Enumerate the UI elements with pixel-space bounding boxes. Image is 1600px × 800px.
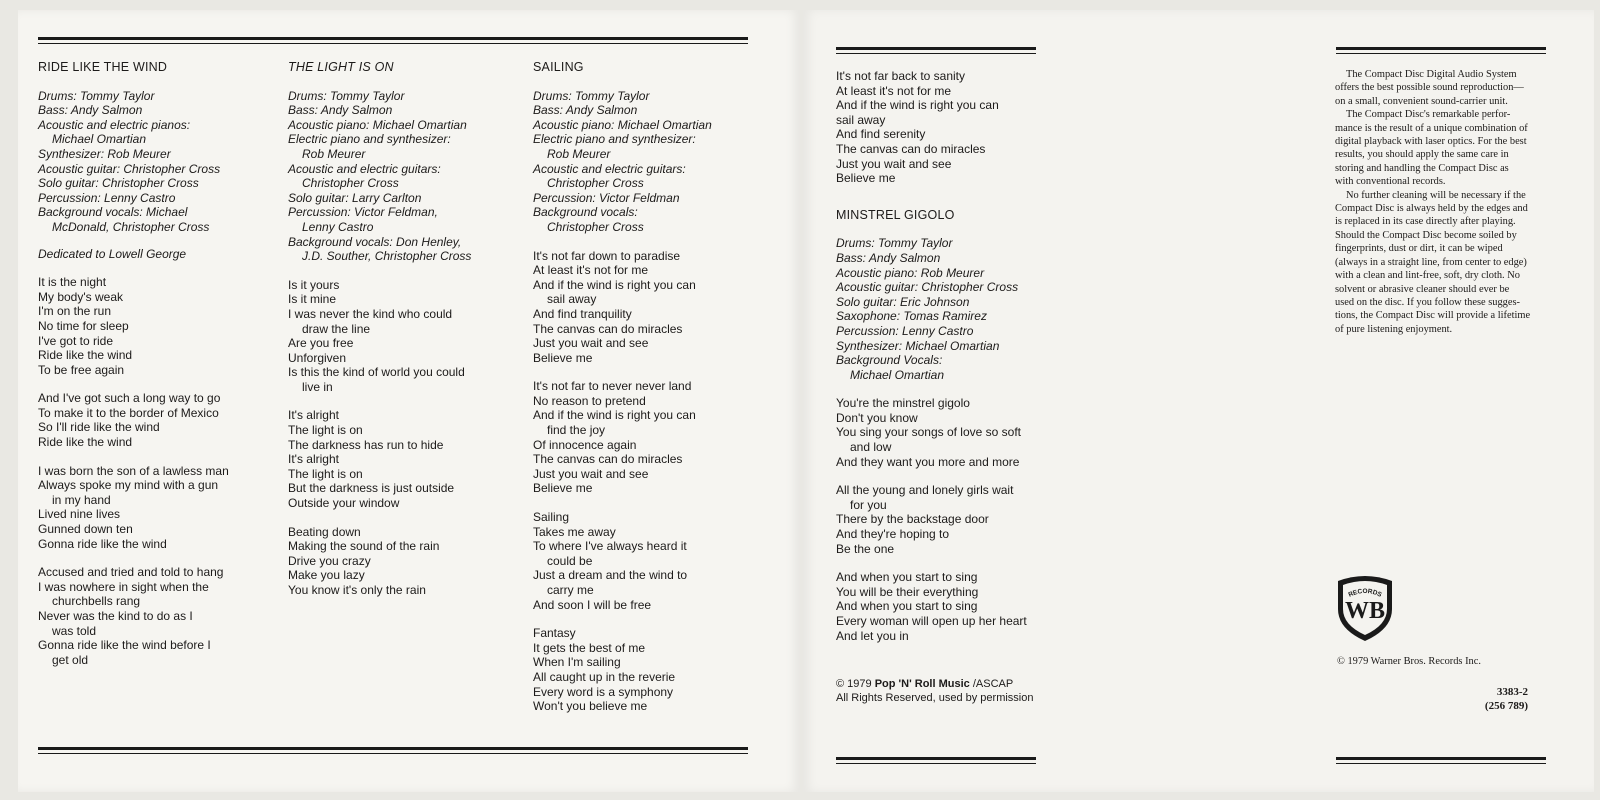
lyric-line: And soon I will be free — [533, 597, 652, 612]
lyric-line: So I'll ride like the wind — [38, 420, 160, 435]
lyric-line: Beating down — [288, 524, 361, 539]
lyric-line: Is it mine — [288, 292, 337, 307]
lyric-line: At least it's not for me — [533, 263, 649, 278]
lyric-line: Be the one — [836, 541, 895, 556]
care-paragraph — [1335, 189, 1530, 336]
rights-line: All Rights Reserved, used by permission — [836, 692, 1034, 704]
lyric-line: Of innocence again — [533, 437, 637, 452]
lyric-line: And they want you more and more — [836, 454, 1020, 469]
care-line: offers the best possible sound reproduction— — [1335, 82, 1524, 94]
song-ride-like-the-wind — [38, 60, 229, 667]
warner-records-logo — [1334, 573, 1396, 648]
song-sailing — [533, 60, 712, 714]
lyric-line: Are you free — [288, 336, 354, 351]
lyric-line: It's not far down to paradise — [533, 248, 681, 263]
lyric-line: sail away — [547, 292, 597, 307]
lyric-line: No reason to pretend — [533, 393, 646, 408]
lyric-stanza — [38, 275, 229, 377]
credit-line: Acoustic guitar: Christopher Cross — [38, 161, 221, 176]
care-line: Compact Disc is always held by the edges and — [1335, 203, 1528, 215]
lyric-line: churchbells rang — [52, 594, 141, 609]
lyric-line: find the joy — [547, 423, 606, 438]
credits — [533, 89, 712, 235]
sailing-continued-stanza — [836, 69, 1027, 186]
credit-line: Acoustic and electric guitars: — [533, 161, 686, 176]
lyric-line: and low — [850, 440, 892, 455]
lyric-line: Ride like the wind — [38, 348, 133, 363]
lyric-stanza — [38, 565, 229, 667]
care-line: The Compact Disc's remarkable perfor- — [1346, 109, 1511, 121]
lyric-line: The darkness has run to hide — [288, 437, 444, 452]
lyric-line: But the darkness is just outside — [288, 481, 455, 496]
lyric-line: sail away — [836, 112, 886, 127]
song-title: SAILING — [533, 60, 584, 74]
lyric-line: Is it yours — [288, 277, 340, 292]
lyric-line: You sing your songs of love so soft — [836, 425, 1022, 440]
credit-line: Background vocals: Michael — [38, 205, 188, 220]
lyric-line: Outside your window — [288, 496, 400, 511]
lyric-line: It's not far to never never land — [533, 379, 692, 394]
lyric-line: And when you start to sing — [836, 570, 978, 585]
song-the-light-is-on — [288, 60, 471, 598]
top-rule-left — [836, 47, 1036, 50]
credit-line: Bass: Andy Salmon — [288, 103, 393, 118]
credit-line: Acoustic and electric guitars: — [288, 161, 441, 176]
lyric-line: All the young and lonely girls wait — [836, 483, 1014, 498]
care-line: with a clean and lint-free, soft, dry cloth. No — [1335, 270, 1520, 282]
lyrics — [288, 278, 471, 598]
care-line: The Compact Disc Digital Audio System — [1346, 69, 1517, 80]
lyric-line: live in — [302, 379, 333, 394]
label-copyright: © 1979 Warner Bros. Records Inc. — [1337, 656, 1481, 667]
lyric-line: Is this the kind of world you could — [288, 365, 465, 380]
lyric-line: The light is on — [288, 466, 363, 481]
song-minstrel-gigolo-column — [836, 69, 1027, 643]
care-line: of pure listening enjoyment. — [1335, 323, 1453, 335]
care-line: Should the Compact Disc become soiled by — [1335, 229, 1517, 241]
credit-line: Acoustic piano: Rob Meurer — [836, 265, 985, 280]
credit-line: Percussion: Lenny Castro — [836, 323, 974, 338]
care-line: solvent or abrasive cleaner should ever be — [1335, 283, 1510, 295]
song-title: MINSTREL GIGOLO — [836, 207, 955, 222]
right-booklet-page — [803, 10, 1594, 792]
credit-line: McDonald, Christopher Cross — [52, 219, 210, 234]
credit-line: Solo guitar: Christopher Cross — [38, 176, 199, 191]
lyric-stanza — [533, 249, 712, 366]
lyric-line: And I've got such a long way to go — [38, 391, 221, 406]
lyric-stanza — [288, 408, 471, 510]
care-line: with conventional records. — [1335, 176, 1446, 188]
credit-line: Percussion: Lenny Castro — [38, 190, 176, 205]
credit-line: Lenny Castro — [302, 219, 374, 234]
lyric-line: I was nowhere in sight when the — [38, 579, 209, 594]
lyric-line: Drive you crazy — [288, 553, 371, 568]
credit-line: Solo guitar: Larry Carlton — [288, 190, 422, 205]
credits — [38, 89, 229, 235]
lyrics — [836, 396, 1027, 643]
care-paragraph — [1335, 68, 1530, 108]
lyric-line: Every woman will open up her heart — [836, 614, 1027, 628]
dedication: Dedicated to Lowell George — [38, 246, 187, 261]
lyrics — [38, 275, 229, 667]
lyric-line: Lived nine lives — [38, 507, 121, 522]
lyric-line: Gonna ride like the wind before I — [38, 638, 211, 653]
lyric-line: Don't you know — [836, 410, 918, 425]
copyright-publisher: Pop 'N' Roll Music — [874, 678, 970, 690]
lyric-line: It's alright — [288, 408, 339, 423]
song-title: RIDE LIKE THE WIND — [38, 60, 168, 74]
credit-line: Background vocals: Don Henley, — [288, 234, 462, 249]
credit-line: Background Vocals: — [836, 353, 943, 368]
top-rule — [38, 37, 748, 40]
care-line: digital playback with laser optics. For the best — [1335, 136, 1527, 148]
credit-line: Acoustic piano: Michael Omartian — [288, 117, 467, 132]
credit-line: Acoustic and electric pianos: — [38, 117, 191, 132]
song-title: THE LIGHT IS ON — [288, 60, 394, 74]
lyric-stanza — [836, 396, 1027, 469]
lyric-stanza — [38, 391, 229, 449]
lyric-line: I was never the kind who could — [288, 306, 453, 321]
logo-records-text: RECORDS — [1347, 588, 1383, 599]
credit-line: J.D. Souther, Christopher Cross — [302, 249, 472, 264]
credit-line: Bass: Andy Salmon — [38, 103, 143, 118]
care-line: is replaced in its case directly after playing. — [1335, 216, 1516, 228]
credit-line: Background vocals: — [533, 205, 638, 220]
credit-line: Rob Meurer — [547, 146, 611, 161]
credit-line: Drums: Tommy Taylor — [288, 88, 405, 103]
credit-line: Christopher Cross — [547, 176, 644, 191]
care-paragraph — [1335, 108, 1530, 188]
lyric-line: Fantasy — [533, 626, 576, 641]
wb-shield-icon — [1334, 573, 1396, 643]
lyric-line: And let you in — [836, 628, 909, 643]
lyric-line: could be — [547, 553, 593, 568]
lyric-line: To be free again — [38, 362, 125, 377]
lyric-line: And find tranquility — [533, 306, 632, 321]
lyric-line: And if the wind is right you can — [836, 98, 999, 113]
lyric-line: At least it's not for me — [836, 83, 952, 98]
lyric-line: The canvas can do miracles — [836, 141, 986, 156]
lyric-line: Gonna ride like the wind — [38, 536, 167, 551]
copyright-year: © 1979 — [836, 678, 872, 690]
lyric-line: Believe me — [533, 481, 593, 496]
lyric-line: And find serenity — [836, 127, 926, 142]
lyric-line: Just a dream and the wind to — [533, 568, 688, 583]
care-line: used on the disc. If you follow these sugges- — [1335, 296, 1520, 308]
lyric-stanza — [836, 570, 1027, 643]
credit-line: Percussion: Victor Feldman, — [288, 205, 438, 220]
credit-line: Michael Omartian — [52, 132, 147, 147]
lyric-line: Takes me away — [533, 524, 616, 539]
bottom-rule-right — [1336, 757, 1546, 760]
care-line: tions, the Compact Disc will provide a lifetime — [1335, 310, 1531, 322]
lyric-line: To make it to the border of Mexico — [38, 405, 219, 420]
credit-line: Percussion: Victor Feldman — [533, 190, 680, 205]
care-line: (always in a straight line, from center to edge) — [1335, 256, 1527, 268]
lyric-line: Believe me — [533, 350, 593, 365]
credit-line: Acoustic piano: Michael Omartian — [533, 117, 712, 132]
lyric-line: Just you wait and see — [533, 466, 649, 481]
credit-line: Christopher Cross — [547, 219, 644, 234]
credit-line: Michael Omartian — [850, 367, 945, 382]
credit-line: Drums: Tommy Taylor — [533, 88, 650, 103]
lyric-line: carry me — [547, 583, 594, 597]
lyric-line: To where I've always heard it — [533, 539, 687, 554]
care-line: storing and handling the Compact Disc as — [1335, 162, 1509, 174]
lyric-line: Every word is a symphony — [533, 684, 674, 699]
care-line: on a small, convenient sound-carrier unit. — [1335, 95, 1508, 107]
lyric-stanza — [836, 483, 1027, 556]
lyric-line: in my hand — [52, 492, 111, 507]
lyric-line: It's alright — [288, 452, 339, 467]
credit-line: Saxophone: Tomas Ramirez — [836, 309, 987, 324]
lyric-line: When I'm sailing — [533, 655, 621, 670]
lyric-line: Gunned down ten — [38, 522, 133, 537]
credit-line: Synthesizer: Rob Meurer — [38, 146, 171, 161]
copyright-society: /ASCAP — [972, 678, 1014, 690]
lyric-line: I'm on the run — [38, 304, 111, 319]
lyric-line: Won't you believe me — [533, 699, 648, 714]
lyric-line: draw the line — [302, 321, 371, 336]
lyric-line: You will be their everything — [836, 584, 979, 599]
credit-line: Rob Meurer — [302, 146, 366, 161]
lyric-line: Accused and tried and told to hang — [38, 565, 224, 580]
lyric-stanza — [533, 626, 712, 714]
care-line: fingerprints, dust or dirt, it can be wiped — [1335, 243, 1503, 255]
lyric-line: And if the wind is right you can — [533, 408, 696, 423]
top-rule-right — [1336, 47, 1546, 50]
care-line: No further cleaning will be necessary if the — [1346, 189, 1526, 201]
lyric-line: Sailing — [533, 510, 570, 525]
lyric-line: And they're hoping to — [836, 527, 950, 542]
credit-line: Acoustic guitar: Christopher Cross — [836, 280, 1019, 295]
credit-line: Bass: Andy Salmon — [533, 103, 638, 118]
lyric-line: Make you lazy — [288, 568, 365, 583]
lyric-line: There by the backstage door — [836, 512, 989, 527]
lyric-line: The canvas can do miracles — [533, 321, 683, 336]
bottom-rule-left — [836, 757, 1036, 760]
lyric-line: Unforgiven — [288, 350, 347, 365]
lyric-line: You're the minstrel gigolo — [836, 396, 970, 411]
lyric-line: I was born the son of a lawless man — [38, 463, 229, 478]
lyric-line: was told — [52, 623, 97, 638]
lyric-line: It's not far back to sanity — [836, 69, 966, 83]
lyric-line: The canvas can do miracles — [533, 452, 683, 467]
lyric-line: You know it's only the rain — [288, 583, 426, 597]
credit-line: Electric piano and synthesizer: — [533, 132, 696, 147]
care-line: results, you should apply the same care in — [1335, 149, 1509, 161]
catalog-number — [1485, 685, 1528, 713]
lyric-line: Making the sound of the rain — [288, 539, 440, 554]
lyric-line: Just you wait and see — [836, 156, 952, 171]
bottom-rule — [38, 747, 748, 750]
credit-line: Drums: Tommy Taylor — [38, 88, 155, 103]
copyright-line — [836, 677, 1033, 691]
lyric-line: Believe me — [836, 171, 896, 186]
credit-line: Solo guitar: Eric Johnson — [836, 294, 970, 309]
credit-line: Christopher Cross — [302, 176, 399, 191]
lyric-line: The light is on — [288, 423, 363, 438]
lyrics — [533, 249, 712, 714]
credit-line: Drums: Tommy Taylor — [836, 236, 953, 251]
catalog-sub: (256 789) — [1484, 700, 1528, 712]
lyric-line: I've got to ride — [38, 333, 113, 348]
catalog-main: 3383-2 — [1496, 686, 1528, 698]
lyric-stanza — [533, 510, 712, 612]
lyric-line: And when you start to sing — [836, 599, 978, 614]
lyric-line: Always spoke my mind with a gun — [38, 478, 219, 493]
lyric-line: My body's weak — [38, 289, 123, 304]
credits — [836, 236, 1027, 382]
lyric-stanza — [288, 278, 471, 395]
song-copyright — [836, 677, 1033, 705]
logo-letters: WB — [1344, 598, 1386, 624]
credit-line: Electric piano and synthesizer: — [288, 132, 451, 147]
lyric-line: Ride like the wind — [38, 435, 133, 450]
credit-line: Synthesizer: Michael Omartian — [836, 338, 1000, 353]
lyric-stanza — [533, 379, 712, 496]
credits — [288, 89, 471, 264]
lyric-line: No time for sleep — [38, 318, 129, 333]
lyric-line: It gets the best of me — [533, 640, 646, 655]
lyric-line: All caught up in the reverie — [533, 669, 676, 684]
credit-line: Bass: Andy Salmon — [836, 250, 941, 265]
lyric-line: get old — [52, 652, 89, 667]
lyric-line: It is the night — [38, 275, 107, 290]
compact-disc-care-text — [1335, 68, 1530, 336]
lyric-line: And if the wind is right you can — [533, 277, 696, 292]
lyric-line: Never was the kind to do as I — [38, 609, 193, 623]
lyric-line: for you — [850, 497, 887, 512]
lyric-stanza — [288, 525, 471, 598]
care-line: mance is the result of a unique combination of — [1335, 122, 1528, 134]
lyric-line: Just you wait and see — [533, 336, 649, 351]
lyric-stanza — [38, 464, 229, 552]
left-booklet-page — [18, 10, 800, 792]
